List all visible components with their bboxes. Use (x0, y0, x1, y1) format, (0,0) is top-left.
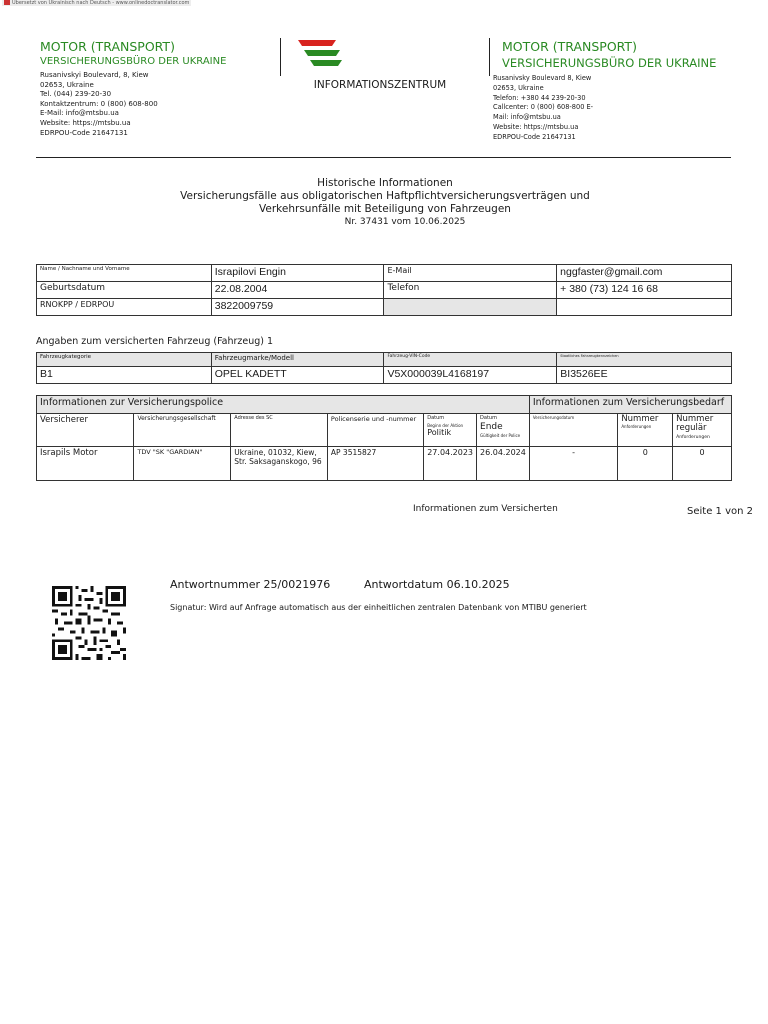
email-label: E-Mail (384, 265, 557, 282)
person-table (36, 264, 732, 316)
header-left-address: Rusanivskyi Boulevard, 8, Kiew 02653, Ukraine Tel. (044) 239-20-30 Kontaktzentrum: 0 (800) 608-800 E-Mail: info@mtsbu.ua Website: https://mtsbu.ua EDRPOU-Code 21647131 (40, 71, 158, 137)
col-insurer: Versicherer (37, 414, 134, 447)
vehicle-category-value: B1 (37, 367, 212, 384)
col-series: Policenserie und -nummer (327, 414, 423, 447)
col-end: Datum Ende Gültigkeit der Police (477, 414, 530, 447)
signature-note: Signatur: Wird auf Anfrage automatisch aus der einheitlichen zentralen Datenbank von MTIBU generiert (170, 603, 587, 612)
policy-address: Ukraine, 01032, Kiew, Str. Saksaganskogo, 96 (231, 447, 328, 481)
info-center-label: INFORMATIONSZENTRUM (313, 79, 447, 91)
answer-date: Antwortdatum 06.10.2025 (364, 578, 510, 591)
header-right-subtitle: VERSICHERUNGSBÜRO DER UKRAINE (502, 56, 717, 70)
table-row (37, 447, 732, 481)
header-right-address: Rusanivsky Boulevard 8, Kiew 02653, Ukraine Telefon: +380 44 239-20-30 Callcenter: 0 (800) 608-800 E- Mail: info@mtsbu.ua Website: https://mtsbu.ua EDRPOU-Code 21647131 (493, 74, 594, 141)
vehicle-table (36, 352, 732, 384)
header-left-title: MOTOR (TRANSPORT) (40, 39, 175, 54)
policy-insurer: Israpils Motor (37, 447, 134, 481)
policy-claims-number: 0 (618, 447, 673, 481)
col-company: Versicherungsgesellschaft (134, 414, 231, 447)
col-claim-date: Versicherungsdatum (529, 414, 617, 447)
policy-regular-claims: 0 (673, 447, 732, 481)
policy-series: AP 3515827 (327, 447, 423, 481)
policy-end-date: 26.04.2024 (477, 447, 530, 481)
col-start: Datum Beginn der Aktion Politik (424, 414, 477, 447)
header-left-subtitle: VERSICHERUNGSBÜRO DER UKRAINE (40, 56, 227, 67)
vehicle-model-header: Fahrzeugmarke/Modell (211, 353, 384, 367)
name-value: Israpilovi Engin (211, 265, 384, 282)
rnokpp-value: 3822009759 (211, 299, 384, 316)
insured-info-label: Informationen zum Versicherten (413, 504, 558, 514)
phone-value: + 380 (73) 124 16 68 (557, 282, 732, 299)
policy-company: TDV "SK "GARDIAN" (134, 447, 231, 481)
qr-code (52, 586, 126, 660)
header-right-title: MOTOR (TRANSPORT) (502, 39, 637, 54)
vehicle-plate-header: Staatliches Fahrzeugkennzeichen (557, 353, 732, 367)
policy-table (36, 395, 732, 481)
pdf-icon (4, 0, 10, 5)
dob-value: 22.08.2004 (211, 282, 384, 299)
phone-label: Telefon (384, 282, 557, 299)
document-title: Historische Informationen Versicherungsfälle aus obligatorischen Haftpflichtversicherungsverträgen und Verkehrsunfälle mit Beteiligung von Fahrzeugen Nr. 37431 vom 10.06.2025 (180, 177, 590, 227)
empty-cell (384, 299, 557, 316)
answer-number: Antwortnummer 25/0021976 (170, 578, 331, 591)
policy-claim-date: - (529, 447, 617, 481)
header-right (493, 38, 742, 143)
col-address: Adresse des SC (231, 414, 328, 447)
policy-info-title: Informationen zur Versicherungspolice (37, 396, 530, 414)
vehicle-vin-header: Fahrzeug-VIN-Code (384, 353, 557, 367)
header-left (40, 38, 270, 138)
empty-cell (557, 299, 732, 316)
dob-label: Geburtsdatum (37, 282, 212, 299)
policy-start-date: 27.04.2023 (424, 447, 477, 481)
vehicle-section-title: Angaben zum versicherten Fahrzeug (Fahrzeug) 1 (36, 336, 274, 347)
rnokpp-label: RNOKPP / EDRPOU (37, 299, 212, 316)
vehicle-model-value: OPEL KADETT (211, 367, 384, 384)
vehicle-vin-value: V5X000039L4168197 (384, 367, 557, 384)
name-label: Name / Nachname und Vorname (37, 265, 212, 282)
header-rule (36, 157, 731, 158)
header-divider-right (489, 38, 490, 76)
claim-info-title: Informationen zum Versicherungsbedarf (529, 396, 731, 414)
page-indicator: Seite 1 von 2 (687, 506, 753, 517)
mtsbu-logo (296, 36, 472, 76)
translation-note: Übersetzt von Ukrainisch nach Deutsch - www.onlinedoctranslator.com (2, 0, 191, 6)
col-claims-number: Nummer Anforderungen (618, 414, 673, 447)
col-regular-claims: Nummer regulär Anforderungen (673, 414, 732, 447)
vehicle-category-header: Fahrzeugkategorie (37, 353, 212, 367)
email-value: nggfaster@gmail.com (557, 265, 732, 282)
header-divider-left (280, 38, 281, 76)
vehicle-plate-value: BI3526EE (557, 367, 732, 384)
logo-stripes-icon (296, 36, 472, 76)
